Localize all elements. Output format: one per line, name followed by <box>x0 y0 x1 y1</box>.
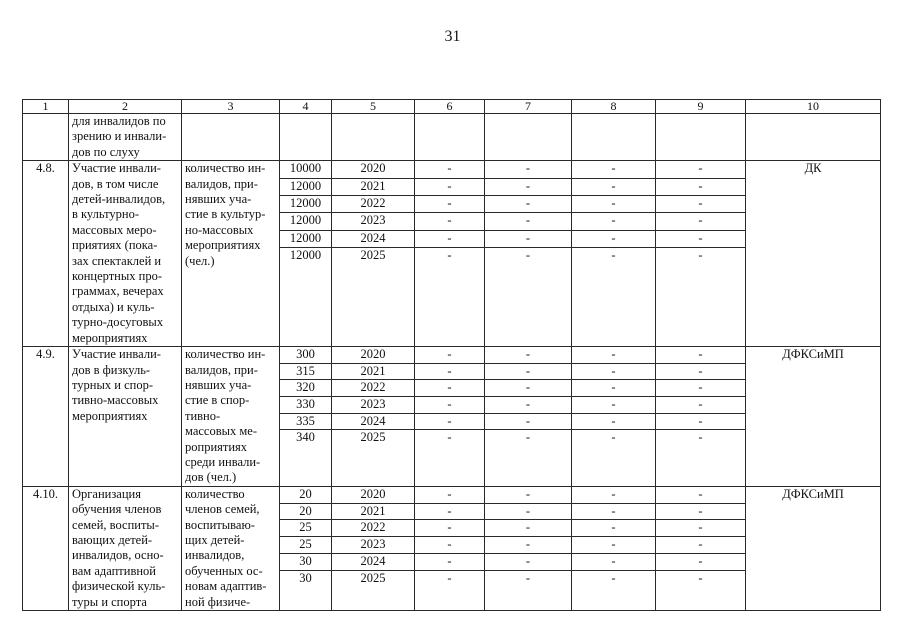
column-header: 10 <box>746 100 881 114</box>
cell-9: - <box>656 486 746 503</box>
text-line: количество ин- <box>185 347 266 362</box>
text-line: дов (чел.) <box>185 470 237 485</box>
cell-8: - <box>572 570 656 610</box>
continuation-row <box>23 114 881 161</box>
cell <box>280 114 332 161</box>
cell-8: - <box>572 363 656 380</box>
measure-description <box>69 161 182 347</box>
text-line: физической куль- <box>72 579 166 594</box>
cell-7: - <box>485 178 572 195</box>
year: 2020 <box>332 486 415 503</box>
cell-8: - <box>572 247 656 346</box>
indicator-value: 12000 <box>280 195 332 212</box>
row-number: 4.9. <box>23 347 69 487</box>
cell-7: - <box>485 380 572 397</box>
year: 2022 <box>332 195 415 212</box>
text-line: но-массовых <box>185 222 254 237</box>
text-line: массовых ме- <box>185 424 258 439</box>
text-line: зрению и инвали- <box>72 129 167 144</box>
text-line: вающих детей- <box>72 532 153 547</box>
cell <box>415 114 485 161</box>
text-line: воспитываю- <box>185 517 255 532</box>
cell <box>69 114 182 161</box>
cell-7: - <box>485 537 572 554</box>
indicator-value: 12000 <box>280 178 332 195</box>
text-line: ной физиче- <box>185 594 251 609</box>
text-line: обучения членов <box>72 502 162 517</box>
text-line: отдыха) и куль- <box>72 299 155 314</box>
cell-6: - <box>415 430 485 486</box>
year: 2025 <box>332 570 415 610</box>
text-line: Организация <box>72 486 141 501</box>
page-number: 31 <box>444 28 461 45</box>
cell-8: - <box>572 178 656 195</box>
text-line: тивно- <box>185 408 221 423</box>
cell-6: - <box>415 195 485 212</box>
executor: ДФКСиМП <box>746 486 881 610</box>
measures-table <box>22 99 881 611</box>
year: 2023 <box>332 397 415 414</box>
year: 2025 <box>332 430 415 486</box>
cell-9: - <box>656 230 746 247</box>
cell <box>572 114 656 161</box>
executor: ДК <box>746 161 881 347</box>
indicator-description <box>182 347 280 487</box>
year: 2022 <box>332 520 415 537</box>
indicator-value: 315 <box>280 363 332 380</box>
text-line: стие в спор- <box>185 393 250 408</box>
cell-8: - <box>572 397 656 414</box>
indicator-value: 12000 <box>280 230 332 247</box>
indicator-value: 25 <box>280 520 332 537</box>
text-line: щих детей- <box>185 532 245 547</box>
text-line: роприятиях <box>185 439 248 454</box>
cell-9: - <box>656 247 746 346</box>
cell-6: - <box>415 161 485 178</box>
cell-9: - <box>656 195 746 212</box>
cell-9: - <box>656 363 746 380</box>
text-line: валидов, при- <box>185 362 258 377</box>
text-line: тивно-массовых <box>72 393 159 408</box>
cell-7: - <box>485 347 572 364</box>
text-line: количество <box>185 486 245 501</box>
text-line: Участие инвали- <box>72 347 161 362</box>
column-header: 4 <box>280 100 332 114</box>
cell-6: - <box>415 380 485 397</box>
cell-9: - <box>656 380 746 397</box>
cell-6: - <box>415 570 485 610</box>
cell-9: - <box>656 570 746 610</box>
text-line: концертных про- <box>72 269 162 284</box>
text-line: стие в культур- <box>185 207 266 222</box>
cell-6: - <box>415 503 485 520</box>
cell-9: - <box>656 553 746 570</box>
cell-6: - <box>415 397 485 414</box>
year: 2020 <box>332 161 415 178</box>
text-line: членов семей, <box>185 502 260 517</box>
cell-9: - <box>656 537 746 554</box>
table-row <box>23 347 881 364</box>
row-number: 4.10. <box>23 486 69 610</box>
text-line: вам адаптивной <box>72 563 156 578</box>
text-line: мероприятиях <box>72 330 148 345</box>
text-line: Участие инвали- <box>72 161 161 176</box>
cell-6: - <box>415 347 485 364</box>
table-row <box>23 486 881 503</box>
cell-8: - <box>572 430 656 486</box>
cell <box>182 114 280 161</box>
cell-8: - <box>572 213 656 230</box>
table-row <box>23 161 881 178</box>
cell-8: - <box>572 486 656 503</box>
cell-8: - <box>572 537 656 554</box>
cell-6: - <box>415 486 485 503</box>
cell-7: - <box>485 553 572 570</box>
text-line: обученных ос- <box>185 563 263 578</box>
year: 2025 <box>332 247 415 346</box>
executor: ДФКСиМП <box>746 347 881 487</box>
cell-6: - <box>415 413 485 430</box>
text-line: дов по слуху <box>72 144 140 159</box>
text-line: для инвалидов по <box>72 114 166 128</box>
indicator-value: 330 <box>280 397 332 414</box>
column-header: 9 <box>656 100 746 114</box>
year: 2022 <box>332 380 415 397</box>
measure-description <box>69 347 182 487</box>
cell-6: - <box>415 537 485 554</box>
year: 2024 <box>332 230 415 247</box>
text-line: граммах, вечерах <box>72 284 164 299</box>
column-header: 5 <box>332 100 415 114</box>
text-line: инвалидов, <box>185 548 245 563</box>
column-header: 6 <box>415 100 485 114</box>
indicator-value: 10000 <box>280 161 332 178</box>
cell-9: - <box>656 161 746 178</box>
cell-7: - <box>485 503 572 520</box>
year: 2023 <box>332 537 415 554</box>
row-number: 4.8. <box>23 161 69 347</box>
cell-7: - <box>485 161 572 178</box>
cell-6: - <box>415 247 485 346</box>
cell-9: - <box>656 520 746 537</box>
cell-7: - <box>485 363 572 380</box>
text-line: нявших уча- <box>185 377 252 392</box>
cell-9: - <box>656 178 746 195</box>
cell-7: - <box>485 195 572 212</box>
cell <box>485 114 572 161</box>
cell-7: - <box>485 486 572 503</box>
text-line: турных и спор- <box>72 377 153 392</box>
indicator-value: 25 <box>280 537 332 554</box>
cell-8: - <box>572 520 656 537</box>
indicator-value: 20 <box>280 503 332 520</box>
text-line: мероприятиях <box>185 238 261 253</box>
column-header: 1 <box>23 100 69 114</box>
cell-6: - <box>415 230 485 247</box>
cell-6: - <box>415 178 485 195</box>
indicator-value: 30 <box>280 570 332 610</box>
text-line: мероприятиях <box>72 408 148 423</box>
text-line: дов в физкуль- <box>72 362 151 377</box>
cell <box>656 114 746 161</box>
cell-8: - <box>572 553 656 570</box>
text-line: дов, в том числе <box>72 176 159 191</box>
text-line: зах спектаклей и <box>72 253 162 268</box>
text-line: инвалидов, осно- <box>72 548 164 563</box>
cell-7: - <box>485 247 572 346</box>
cell-7: - <box>485 570 572 610</box>
cell-8: - <box>572 347 656 364</box>
cell-7: - <box>485 397 572 414</box>
cell-9: - <box>656 430 746 486</box>
header-row <box>23 100 881 114</box>
indicator-value: 12000 <box>280 213 332 230</box>
year: 2020 <box>332 347 415 364</box>
cell-9: - <box>656 397 746 414</box>
indicator-value: 12000 <box>280 247 332 346</box>
cell <box>23 114 69 161</box>
cell-7: - <box>485 520 572 537</box>
text-line: новам адаптив- <box>185 579 267 594</box>
indicator-value: 30 <box>280 553 332 570</box>
cell-8: - <box>572 230 656 247</box>
cell-7: - <box>485 230 572 247</box>
cell-9: - <box>656 503 746 520</box>
year: 2021 <box>332 503 415 520</box>
column-header: 2 <box>69 100 182 114</box>
cell <box>332 114 415 161</box>
indicator-value: 320 <box>280 380 332 397</box>
text-line: массовых меро- <box>72 222 157 237</box>
text-line: валидов, при- <box>185 176 258 191</box>
column-header: 3 <box>182 100 280 114</box>
text-line: приятиях (пока- <box>72 238 158 253</box>
cell-6: - <box>415 553 485 570</box>
cell-9: - <box>656 213 746 230</box>
year: 2021 <box>332 363 415 380</box>
cell-9: - <box>656 413 746 430</box>
indicator-description <box>182 161 280 347</box>
cell-6: - <box>415 363 485 380</box>
text-line: турно-досуговых <box>72 315 164 330</box>
text-line: (чел.) <box>185 253 215 268</box>
cell-8: - <box>572 161 656 178</box>
column-header: 7 <box>485 100 572 114</box>
cell-6: - <box>415 520 485 537</box>
year: 2024 <box>332 553 415 570</box>
cell-8: - <box>572 503 656 520</box>
cell-6: - <box>415 213 485 230</box>
year: 2023 <box>332 213 415 230</box>
indicator-value: 20 <box>280 486 332 503</box>
text-line: количество ин- <box>185 161 266 176</box>
cell-7: - <box>485 430 572 486</box>
cell-9: - <box>656 347 746 364</box>
measure-description <box>69 486 182 610</box>
year: 2024 <box>332 413 415 430</box>
cell-7: - <box>485 413 572 430</box>
text-line: детей-инвалидов, <box>72 192 166 207</box>
indicator-description <box>182 486 280 610</box>
text-line: среди инвали- <box>185 454 261 469</box>
text-line: в культурно- <box>72 207 139 222</box>
indicator-value: 340 <box>280 430 332 486</box>
text-line: нявших уча- <box>185 192 252 207</box>
cell-7: - <box>485 213 572 230</box>
indicator-value: 300 <box>280 347 332 364</box>
cell-8: - <box>572 413 656 430</box>
column-header: 8 <box>572 100 656 114</box>
cell <box>746 114 881 161</box>
year: 2021 <box>332 178 415 195</box>
cell-8: - <box>572 195 656 212</box>
text-line: туры и спорта <box>72 594 147 609</box>
text-line: семей, воспиты- <box>72 517 159 532</box>
cell-8: - <box>572 380 656 397</box>
indicator-value: 335 <box>280 413 332 430</box>
